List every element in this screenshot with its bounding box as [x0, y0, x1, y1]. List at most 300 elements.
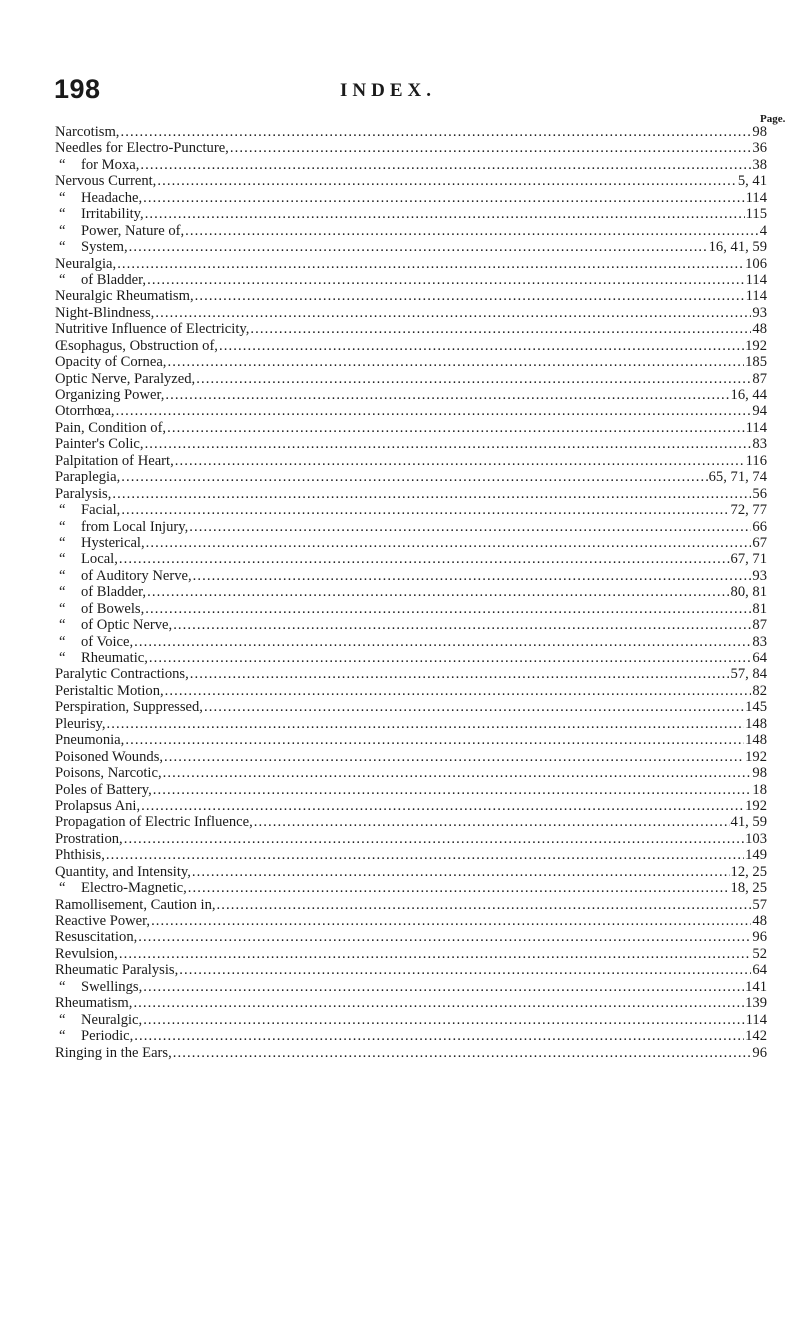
dot-leader [204, 699, 744, 715]
dot-leader [217, 897, 752, 913]
entry-pages: 5, 41 [737, 173, 767, 190]
dot-leader [145, 601, 751, 617]
entry-pages: 57 [752, 896, 767, 913]
dot-leader [149, 650, 752, 666]
entry-term [55, 190, 142, 206]
index-entry [55, 699, 767, 715]
index-list [55, 124, 767, 1061]
index-subentry [55, 880, 767, 896]
ditto-mark: “ [59, 518, 66, 535]
dot-leader [164, 749, 744, 765]
entry-term [55, 338, 218, 354]
entry-pages: 96 [752, 1044, 767, 1061]
entry-term-text: Palpitation of Heart, [55, 452, 174, 469]
dot-leader [185, 223, 759, 239]
entry-pages: 87 [752, 617, 767, 634]
entry-pages: 56 [752, 485, 767, 502]
entry-pages: 18, 25 [730, 880, 767, 897]
entry-term [55, 157, 139, 173]
entry-term-text: Pleurisy, [55, 715, 106, 732]
entry-term [55, 453, 174, 469]
entry-term-text: Revulsion, [55, 945, 118, 962]
entry-term [55, 535, 145, 551]
dot-leader [117, 256, 744, 272]
entry-term [55, 371, 195, 387]
entry-term [55, 683, 164, 699]
dot-leader [167, 354, 744, 370]
entry-term [55, 420, 166, 436]
index-entry [55, 716, 767, 732]
entry-pages: 192 [745, 748, 767, 765]
entry-term [55, 634, 133, 650]
dot-leader [119, 946, 752, 962]
entry-term-text: of Auditory Nerve, [81, 567, 192, 584]
entry-pages: 80, 81 [730, 584, 767, 601]
entry-pages: 12, 25 [730, 863, 767, 880]
entry-pages: 148 [745, 732, 767, 749]
entry-term [55, 551, 118, 567]
entry-term [55, 749, 163, 765]
entry-pages: 65, 71, 74 [708, 469, 767, 486]
entry-term-text: Neuralgic Rheumatism, [55, 288, 194, 305]
entry-pages: 192 [745, 797, 767, 814]
entry-term [55, 272, 146, 288]
entry-term [55, 946, 118, 962]
dot-leader [193, 568, 752, 584]
entry-term [55, 617, 172, 633]
dot-leader [107, 716, 745, 732]
page-column-label: Page. [760, 113, 786, 125]
entry-term [55, 831, 123, 847]
entry-term-text: Organizing Power, [55, 387, 165, 403]
entry-term-text: Opacity of Cornea, [55, 354, 167, 371]
entry-term-text: Ringing in the Ears, [55, 1044, 172, 1061]
dot-leader [134, 1028, 744, 1044]
entry-term [55, 568, 192, 584]
entry-term-text: from Local Injury, [81, 518, 189, 535]
page-number: 198 [54, 74, 101, 104]
dot-leader [147, 584, 729, 600]
index-entry [55, 354, 767, 370]
entry-pages: 64 [752, 962, 767, 979]
index-subentry [55, 601, 767, 617]
dot-leader [153, 782, 752, 798]
entry-term-text: Œsophagus, Obstruction of, [55, 337, 218, 354]
ditto-mark: “ [59, 271, 66, 288]
ditto-mark: “ [59, 978, 66, 995]
index-entry [55, 798, 767, 814]
entry-term [55, 469, 120, 485]
ditto-mark: “ [59, 600, 66, 617]
entry-term [55, 173, 156, 189]
index-subentry [55, 239, 767, 255]
index-entry [55, 897, 767, 913]
dot-leader [145, 436, 752, 452]
index-entry [55, 256, 767, 272]
index-subentry [55, 190, 767, 206]
ditto-mark: “ [59, 206, 66, 223]
entry-term [55, 1045, 172, 1061]
entry-term-text: Rheumatism, [55, 995, 133, 1012]
entry-term [55, 206, 144, 222]
index-entry [55, 946, 767, 962]
entry-term-text: Poles of Battery, [55, 781, 152, 798]
entry-term-text: Electro-Magnetic, [81, 880, 187, 897]
entry-term-text: of Optic Nerve, [81, 617, 173, 634]
ditto-mark: “ [59, 880, 66, 897]
index-entry [55, 453, 767, 469]
dot-leader [173, 617, 751, 633]
entry-term-text: of Bladder, [81, 584, 147, 601]
index-entry [55, 140, 767, 156]
dot-leader [141, 798, 744, 814]
index-entry [55, 765, 767, 781]
index-entry [55, 732, 767, 748]
dot-leader [140, 157, 751, 173]
dot-leader [143, 190, 744, 206]
entry-term-text: Power, Nature of, [81, 222, 185, 239]
entry-pages: 185 [745, 354, 767, 371]
entry-pages: 87 [752, 370, 767, 387]
entry-pages: 81 [752, 600, 767, 617]
entry-term-text: for Moxa, [81, 156, 140, 173]
entry-pages: 145 [745, 699, 767, 716]
entry-pages: 16, 41, 59 [708, 239, 767, 256]
index-entry [55, 782, 767, 798]
entry-pages: 96 [752, 929, 767, 946]
entry-term-text: Phthisis, [55, 847, 105, 864]
entry-term [55, 305, 154, 321]
dot-leader [250, 321, 751, 337]
entry-pages: 18 [752, 781, 767, 798]
dot-leader [121, 502, 729, 518]
index-entry [55, 749, 767, 765]
index-subentry [55, 584, 767, 600]
dot-leader [121, 469, 707, 485]
ditto-mark: “ [59, 189, 66, 206]
index-entry [55, 469, 767, 485]
index-entry [55, 683, 767, 699]
entry-term [55, 798, 140, 814]
dot-leader [192, 864, 730, 880]
ditto-mark: “ [59, 534, 66, 551]
entry-pages: 106 [745, 255, 767, 272]
entry-term-text: Facial, [81, 502, 121, 519]
entry-pages: 67, 71 [730, 551, 767, 568]
index-entry [55, 173, 767, 189]
entry-term-text: Perspiration, Suppressed, [55, 699, 203, 716]
entry-term-text: Otorrhœa, [55, 403, 115, 420]
index-subentry [55, 551, 767, 567]
dot-leader [188, 880, 730, 896]
entry-term [55, 486, 111, 502]
dot-leader [112, 486, 751, 502]
entry-term-text: Swellings, [81, 978, 143, 995]
entry-term-text: Poisons, Narcotic, [55, 765, 162, 782]
dot-leader [219, 338, 744, 354]
dot-leader [165, 387, 729, 403]
entry-term-text: Propagation of Electric Influence, [55, 814, 253, 831]
entry-pages: 114 [745, 419, 767, 436]
index-subentry [55, 1028, 767, 1044]
entry-term [55, 699, 203, 715]
ditto-mark: “ [59, 239, 66, 256]
entry-pages: 114 [745, 288, 767, 305]
entry-term-text: Hysterical, [81, 534, 145, 551]
index-subentry [55, 617, 767, 633]
dot-leader [163, 765, 752, 781]
entry-term-text: of Bowels, [81, 600, 145, 617]
entry-pages: 94 [752, 403, 767, 420]
dot-leader [175, 453, 745, 469]
index-entry [55, 913, 767, 929]
dot-leader [129, 239, 708, 255]
entry-pages: 115 [745, 206, 767, 223]
entry-term [55, 732, 124, 748]
entry-term-text: Prostration, [55, 830, 123, 847]
entry-term [55, 223, 184, 239]
index-entry [55, 666, 767, 682]
entry-pages: 98 [752, 124, 767, 140]
dot-leader [230, 140, 752, 156]
entry-pages: 48 [752, 913, 767, 929]
entry-term-text: Needles for Electro-Puncture, [55, 140, 229, 157]
entry-term-text: Irritability, [81, 206, 144, 223]
index-subentry [55, 206, 767, 222]
dot-leader [143, 979, 744, 995]
entry-term-text: Prolapsus Ani, [55, 797, 141, 814]
index-entry [55, 288, 767, 304]
dot-leader [143, 1012, 744, 1028]
entry-term [55, 502, 120, 518]
entry-pages: 82 [752, 682, 767, 699]
entry-pages: 93 [752, 567, 767, 584]
entry-term [55, 716, 106, 732]
dot-leader [190, 666, 730, 682]
index-entry [55, 995, 767, 1011]
ditto-mark: “ [59, 1028, 66, 1045]
entry-term-text: Pneumonia, [55, 732, 125, 749]
entry-term [55, 436, 144, 452]
entry-term-text: Rheumatic Paralysis, [55, 962, 179, 979]
entry-term-text: Reactive Power, [55, 913, 151, 929]
ditto-mark: “ [59, 502, 66, 519]
entry-term [55, 140, 229, 156]
entry-pages: 83 [752, 633, 767, 650]
index-subentry [55, 634, 767, 650]
entry-pages: 83 [752, 436, 767, 453]
entry-term-text: Ramollisement, Caution in, [55, 896, 216, 913]
ditto-mark: “ [59, 567, 66, 584]
index-subentry [55, 568, 767, 584]
dot-leader [254, 814, 730, 830]
entry-pages: 114 [745, 1011, 767, 1028]
index-subentry [55, 502, 767, 518]
entry-pages: 114 [745, 271, 767, 288]
dot-leader [165, 683, 752, 699]
entry-term-text: Night-Blindness, [55, 304, 155, 321]
dot-leader [106, 847, 744, 863]
entry-term-text: Nervous Current, [55, 173, 157, 190]
entry-term [55, 239, 128, 255]
index-subentry [55, 535, 767, 551]
entry-term-text: Quantity, and Intensity, [55, 863, 191, 880]
entry-pages: 38 [752, 156, 767, 173]
entry-term [55, 1028, 133, 1044]
entry-pages: 148 [745, 715, 767, 732]
entry-term [55, 995, 132, 1011]
entry-pages: 114 [745, 189, 767, 206]
entry-term-text: Neuralgic, [81, 1011, 143, 1028]
entry-pages: 98 [752, 765, 767, 782]
index-subentry [55, 650, 767, 666]
entry-term-text: Resuscitation, [55, 929, 138, 946]
dot-leader [173, 1045, 752, 1061]
entry-pages: 4 [759, 222, 767, 239]
entry-term [55, 864, 191, 880]
entry-term [55, 765, 162, 781]
entry-term-text: Rheumatic, [81, 650, 148, 666]
index-subentry [55, 519, 767, 535]
entry-term-text: Peristaltic Motion, [55, 682, 164, 699]
dot-leader [196, 371, 751, 387]
dot-leader [119, 551, 730, 567]
dot-leader [195, 288, 745, 304]
ditto-mark: “ [59, 551, 66, 568]
entry-pages: 139 [745, 995, 767, 1012]
index-entry [55, 929, 767, 945]
entry-pages: 57, 84 [730, 666, 767, 683]
entry-term [55, 584, 146, 600]
entry-term [55, 1012, 142, 1028]
entry-term [55, 124, 119, 140]
entry-term [55, 979, 142, 995]
dot-leader [151, 913, 751, 929]
dot-leader [167, 420, 745, 436]
dot-leader [189, 519, 751, 535]
entry-pages: 41, 59 [730, 814, 767, 831]
entry-term [55, 666, 189, 682]
entry-pages: 192 [745, 337, 767, 354]
dot-leader [120, 124, 751, 140]
entry-term-text: Nutritive Influence of Electricity, [55, 321, 250, 338]
entry-term-text: Paraplegia, [55, 469, 121, 486]
entry-term-text: Periodic, [81, 1028, 134, 1045]
entry-pages: 149 [745, 847, 767, 864]
index-entry [55, 387, 767, 403]
entry-term-text: Pain, Condition of, [55, 419, 167, 436]
entry-term-text: Paralysis, [55, 485, 112, 502]
entry-term-text: Paralytic Contractions, [55, 666, 189, 683]
entry-term-text: Painter's Colic, [55, 436, 144, 453]
index-subentry [55, 223, 767, 239]
index-entry [55, 831, 767, 847]
entry-term-text: System, [81, 239, 128, 256]
ditto-mark: “ [59, 1011, 66, 1028]
entry-pages: 52 [752, 945, 767, 962]
entry-term [55, 962, 178, 978]
index-entry [55, 420, 767, 436]
index-entry [55, 814, 767, 830]
ditto-mark: “ [59, 222, 66, 239]
dot-leader [125, 732, 744, 748]
dot-leader [124, 831, 744, 847]
entry-pages: 66 [752, 518, 767, 535]
index-entry [55, 486, 767, 502]
index-entry [55, 962, 767, 978]
index-subentry [55, 157, 767, 173]
entry-pages: 48 [752, 321, 767, 338]
entry-pages: 64 [752, 650, 767, 666]
entry-pages: 103 [745, 830, 767, 847]
entry-term [55, 880, 187, 896]
entry-pages: 72, 77 [730, 502, 767, 519]
entry-pages: 36 [752, 140, 767, 157]
entry-term-text: Headache, [81, 189, 143, 206]
entry-pages: 67 [752, 534, 767, 551]
entry-term [55, 929, 137, 945]
dot-leader [157, 173, 736, 189]
ditto-mark: “ [59, 584, 66, 601]
index-entry [55, 321, 767, 337]
entry-term [55, 403, 115, 419]
ditto-mark: “ [59, 633, 66, 650]
entry-term-text: Neuralgia, [55, 255, 117, 272]
index-entry [55, 436, 767, 452]
ditto-mark: “ [59, 617, 66, 634]
entry-term-text: Optic Nerve, Paralyzed, [55, 370, 196, 387]
dot-leader [155, 305, 751, 321]
entry-term [55, 387, 164, 403]
entry-pages: 16, 44 [730, 387, 767, 403]
entry-term [55, 913, 150, 929]
dot-leader [134, 634, 751, 650]
entry-term-text: Local, [81, 551, 118, 568]
ditto-mark: “ [59, 156, 66, 173]
ditto-mark: “ [59, 650, 66, 666]
index-entry [55, 338, 767, 354]
index-subentry [55, 1012, 767, 1028]
entry-term [55, 519, 188, 535]
entry-term [55, 256, 116, 272]
entry-term-text: Poisoned Wounds, [55, 748, 164, 765]
entry-term [55, 321, 249, 337]
entry-pages: 116 [745, 452, 767, 469]
index-subentry [55, 272, 767, 288]
entry-term-text: Narcotism, [55, 124, 120, 140]
entry-term [55, 897, 216, 913]
dot-leader [179, 962, 751, 978]
entry-term [55, 814, 253, 830]
entry-term [55, 782, 152, 798]
entry-term [55, 354, 166, 370]
index-entry [55, 371, 767, 387]
index-entry [55, 1045, 767, 1061]
dot-leader [138, 929, 751, 945]
index-entry [55, 847, 767, 863]
running-title: INDEX. [340, 80, 436, 101]
entry-pages: 142 [745, 1028, 767, 1045]
dot-leader [147, 272, 745, 288]
index-subentry [55, 979, 767, 995]
index-entry [55, 124, 767, 140]
entry-term [55, 288, 194, 304]
entry-term [55, 847, 105, 863]
entry-term-text: of Bladder, [81, 271, 147, 288]
index-entry [55, 305, 767, 321]
dot-leader [145, 206, 745, 222]
entry-term [55, 650, 148, 666]
